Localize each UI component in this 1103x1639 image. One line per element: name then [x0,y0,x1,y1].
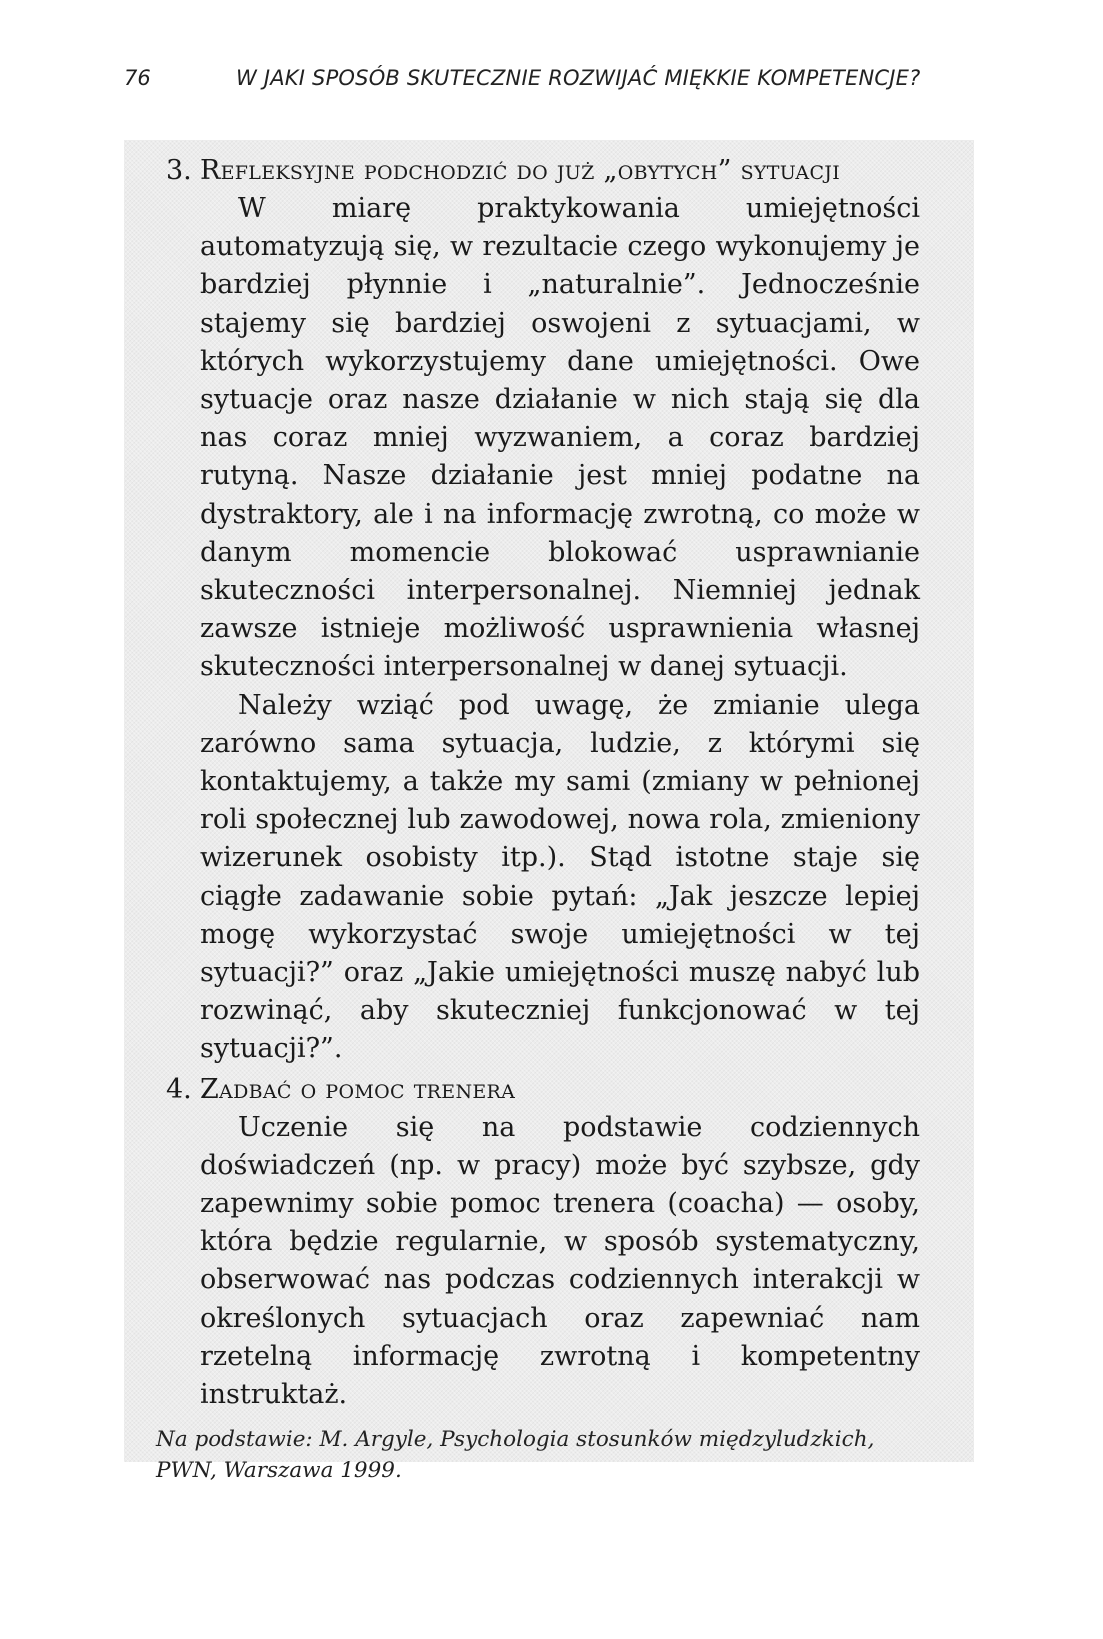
item-title: Refleksyjne podchodzić do już „obytych” sytuacji [200,155,841,186]
paragraph: W miarę praktykowania umiejętności automatyzują się, w rezultacie czego wykonujemy je bardziej płynnie i „naturalnie”. Jednocześnie stajemy się bardziej oswojeni z sytuacjami, w których wykorzystujemy dane umiejętności. Owe sytuacje oraz nasze działanie w nich stają się dla nas coraz mniej wyzwaniem, a coraz bardziej rutyną. Nasze działanie jest mniej podatne na dystraktory, ale i na informację zwrotną, co może w danym momencie blokować usprawnianie skuteczności interpersonalnej. Niemniej jednak zawsze istnieje możliwość usprawnienia własnej skuteczności interpersonalnej w danej sytuacji. [200,193,920,683]
shaded-box [124,140,974,1484]
item-number: 3. [166,155,192,186]
item-title: Zadbać o pomoc trenera [200,1073,516,1105]
running-head [124,66,984,106]
running-title: W JAKI SPOSÓB SKUTECZNIE ROZWIJAĆ MIĘKKIE KOMPETENCJE? [236,66,921,90]
page-number: 76 [124,66,151,90]
box-content [156,152,920,1486]
item-heading [166,1071,920,1109]
paragraph: Należy wziąć pod uwagę, że zmianie ulega zarówno sama sytuacja, ludzie, z którymi się kontaktujemy, a także my sami (zmiany w pełnionej roli społecznej lub zawodowej, nowa rola, zmieniony wizerunek osobisty itp.). Stąd istotne staje się ciągłe zadawanie sobie pytań: „Jak jeszcze lepiej mogę wykorzystać swoje umiejętności w tej sytuacji?” oraz „Jakie umiejętności muszę nabyć lub rozwinąć, aby skuteczniej funkcjonować w tej sytuacji?”. [200,689,920,1065]
list-item [166,152,920,1069]
item-number: 4. [166,1073,192,1105]
paragraph: Uczenie się na podstawie codziennych doświadczeń (np. w pracy) może być szybsze, gdy zapewnimy sobie pomoc trenera (coacha) — osoby, która będzie regularnie, w sposób systematyczny, obserwować nas podczas codziennych interakcji w określonych sytuacjach oraz zapewniać nam rzetelną informację zwrotną i kompetentny instruktaż. [200,1111,920,1411]
list-item [166,1071,920,1415]
item-heading [166,152,920,190]
source-note: Na podstawie: M. Argyle, Psychologia stosunków międzyludzkich, PWN, Warszawa 1999. [156,1427,875,1484]
